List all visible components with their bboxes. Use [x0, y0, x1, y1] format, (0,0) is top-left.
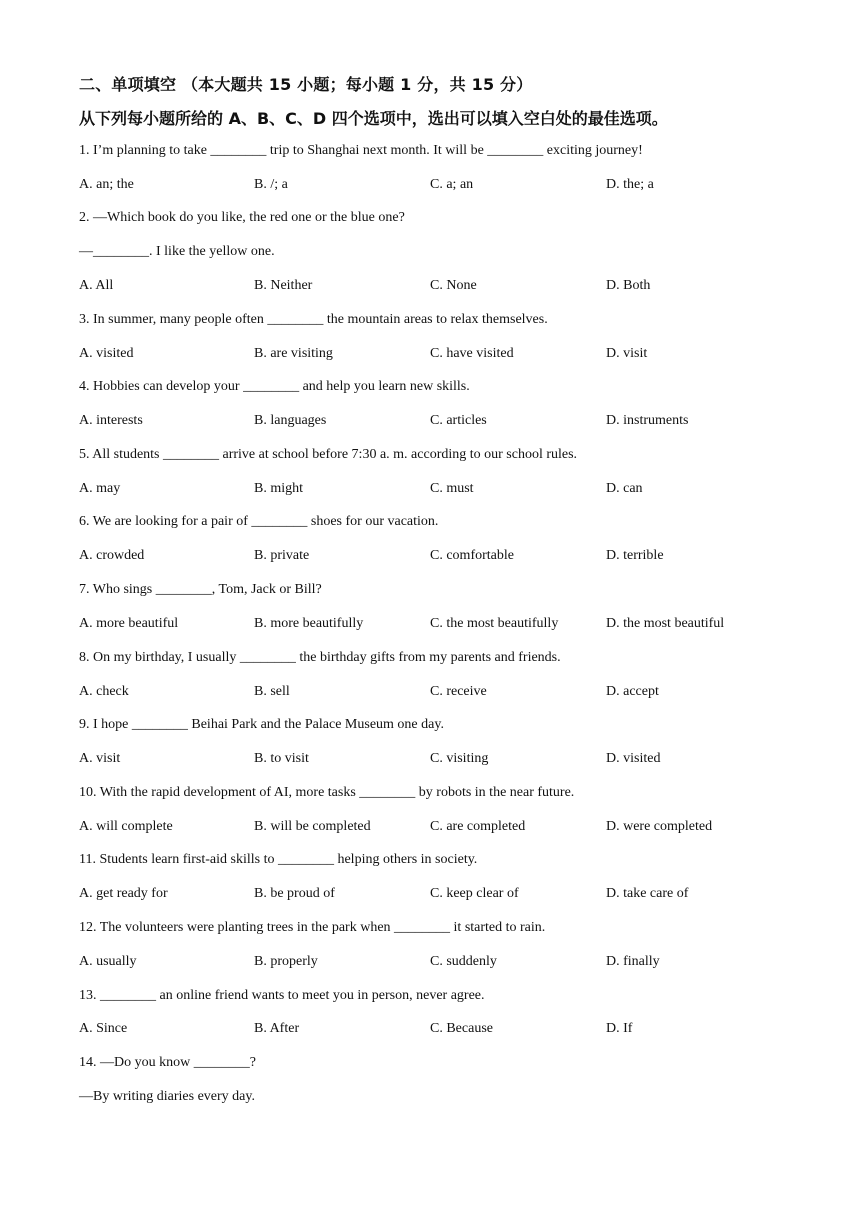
option-a: A. interests	[79, 413, 143, 428]
option-c: C. articles	[430, 413, 487, 428]
option-c: C. Because	[430, 1021, 493, 1036]
option-c: C. must	[430, 481, 474, 496]
question-stem: 8. On my birthday, I usually ________ the birthday gifts from my parents and friends.	[79, 650, 561, 665]
question-stem: 3. In summer, many people often ________ the mountain areas to relax themselves.	[79, 312, 548, 327]
option-d: D. can	[606, 481, 643, 496]
option-a: A. All	[79, 278, 114, 293]
section-instruction: 从下列每小题所给的 A、B、C、D 四个选项中，选出可以填入空白处的最佳选项。	[79, 109, 668, 128]
option-b: B. After	[254, 1021, 300, 1036]
option-b: B. might	[254, 481, 304, 496]
question-stem: 7. Who sings ________, Tom, Jack or Bill?	[79, 582, 322, 597]
option-d: D. instruments	[606, 413, 689, 428]
option-a: A. get ready for	[79, 886, 168, 901]
option-c: C. have visited	[430, 346, 514, 361]
option-b: B. Neither	[254, 278, 313, 293]
section-heading: 二、单项填空 （本大题共 15 小题；每小题 1 分，共 15 分）	[79, 75, 533, 94]
option-c: C. suddenly	[430, 954, 497, 969]
option-b: B. will be completed	[254, 819, 371, 834]
option-a: A. may	[79, 481, 121, 496]
question-stem: 4. Hobbies can develop your ________ and help you learn new skills.	[79, 379, 470, 394]
option-b: B. be proud of	[254, 886, 335, 901]
option-b: B. properly	[254, 954, 318, 969]
option-c: C. a; an	[430, 177, 474, 192]
option-a: A. will complete	[79, 819, 173, 834]
option-d: D. visited	[606, 751, 661, 766]
option-d: D. were completed	[606, 819, 713, 834]
question-stem: 9. I hope ________ Beihai Park and the Palace Museum one day.	[79, 717, 444, 732]
question-stem: 14. —Do you know ________?	[79, 1055, 256, 1070]
option-d: D. finally	[606, 954, 660, 969]
option-b: B. private	[254, 548, 310, 563]
option-d: D. Both	[606, 278, 651, 293]
option-d: D. the; a	[606, 177, 654, 192]
option-d: D. visit	[606, 346, 648, 361]
option-a: A. an; the	[79, 177, 134, 192]
question-stem: 6. We are looking for a pair of ________ shoes for our vacation.	[79, 514, 439, 529]
option-a: A. visited	[79, 346, 134, 361]
option-b: B. more beautifully	[254, 616, 364, 631]
option-b: B. are visiting	[254, 346, 333, 361]
option-d: D. take care of	[606, 886, 689, 901]
option-c: C. receive	[430, 684, 487, 699]
option-c: C. comfortable	[430, 548, 514, 563]
option-c: C. None	[430, 278, 477, 293]
question-stem: 2. —Which book do you like, the red one or the blue one?	[79, 210, 405, 225]
option-d: D. the most beautiful	[606, 616, 725, 631]
option-b: B. to visit	[254, 751, 309, 766]
question-stem: 13. ________ an online friend wants to meet you in person, never agree.	[79, 988, 485, 1003]
question-stem: 5. All students ________ arrive at school before 7:30 a. m. according to our school rules.	[79, 447, 578, 462]
option-c: C. visiting	[430, 751, 489, 766]
option-c: C. the most beautifully	[430, 616, 559, 631]
question-stem: 10. With the rapid development of AI, more tasks ________ by robots in the near future.	[79, 785, 575, 800]
option-a: A. crowded	[79, 548, 145, 563]
option-a: A. visit	[79, 751, 121, 766]
option-c: C. are completed	[430, 819, 526, 834]
question-stem-continued: —By writing diaries every day.	[79, 1089, 255, 1104]
option-a: A. check	[79, 684, 129, 699]
question-stem: 11. Students learn first-aid skills to ________ helping others in society.	[79, 852, 478, 867]
option-d: D. terrible	[606, 548, 664, 563]
question-stem: 1. I’m planning to take ________ trip to Shanghai next month. It will be ________ exciting journey!	[79, 143, 643, 158]
option-b: B. /; a	[254, 177, 288, 192]
option-a: A. usually	[79, 954, 137, 969]
option-b: B. sell	[254, 684, 290, 699]
question-stem: 12. The volunteers were planting trees in the park when ________ it started to rain.	[79, 920, 546, 935]
question-stem-continued: —________. I like the yellow one.	[79, 244, 275, 259]
option-c: C. keep clear of	[430, 886, 519, 901]
option-a: A. Since	[79, 1021, 128, 1036]
option-a: A. more beautiful	[79, 616, 179, 631]
option-b: B. languages	[254, 413, 327, 428]
option-d: D. If	[606, 1021, 633, 1036]
option-d: D. accept	[606, 684, 659, 699]
